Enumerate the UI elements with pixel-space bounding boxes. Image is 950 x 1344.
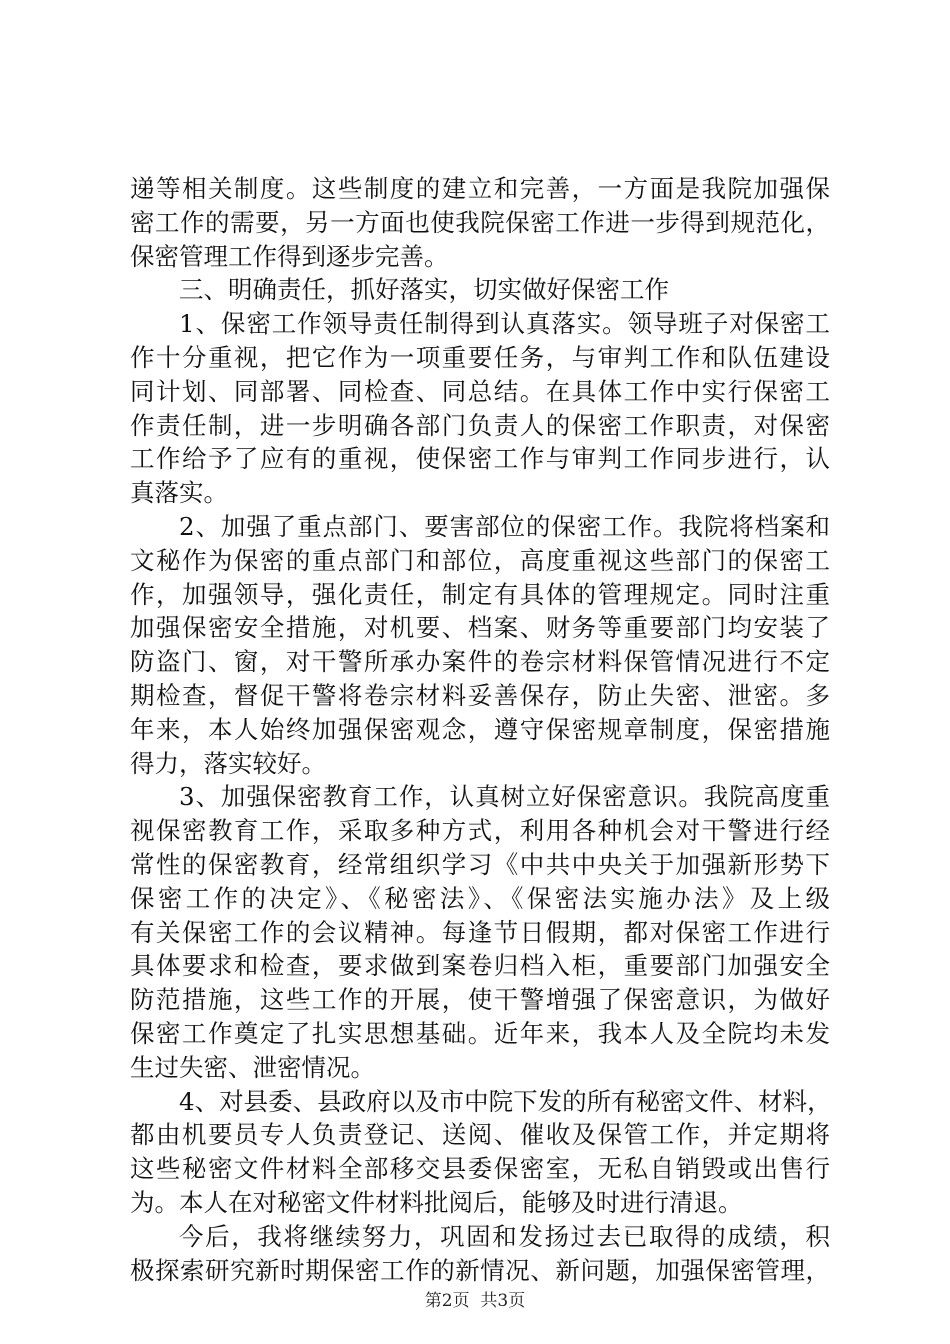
text-line: 保密工作奠定了扎实思想基础。近年来，我本人及全院均未发: [130, 1018, 830, 1048]
text-line: 期检查，督促干警将卷宗材料妥善保存，防止失密、泄密。多: [130, 680, 830, 710]
text-line: 工作给予了应有的重视，使保密工作与审判工作同步进行，认: [130, 444, 830, 474]
text-line: 得力，落实较好。: [130, 748, 326, 778]
text-line: 同计划、同部署、同检查、同总结。在具体工作中实行保密工: [130, 376, 830, 406]
page-number-label: 第2页 共3页: [424, 1291, 526, 1311]
text-line: 作责任制，进一步明确各部门负责人的保密工作职责，对保密: [130, 410, 830, 440]
text-line: 今后，我将继续努力，巩固和发扬过去已取得的成绩，积: [179, 1221, 830, 1251]
text-line: 递等相关制度。这些制度的建立和完善，一方面是我院加强保: [130, 174, 830, 203]
text-line: 具体要求和检查，要求做到案卷归档入柜，重要部门加强安全: [130, 951, 830, 981]
page-footer: [0, 1290, 950, 1312]
text-line: 文秘作为保密的重点部门和部位，高度重视这些部门的保密工: [130, 545, 830, 575]
text-line: 有关保密工作的会议精神。每逢节日假期，都对保密工作进行: [130, 917, 830, 947]
text-line: 生过失密、泄密情况。: [130, 1052, 375, 1082]
text-line: 3、加强保密教育工作，认真树立好保密意识。我院高度重: [179, 782, 830, 812]
text-line: 4、对县委、县政府以及市中院下发的所有秘密文件、材料，: [179, 1086, 832, 1116]
text-line: 防盗门、窗，对干警所承办案件的卷宗材料保管情况进行不定: [130, 647, 830, 677]
text-line: 常性的保密教育，经常组织学习《中共中央关于加强新形势下: [130, 849, 830, 879]
text-line: 保密工作的决定》、《秘密法》、《保密法实施办法》及上级: [130, 883, 830, 913]
text-line: 真落实。: [130, 478, 228, 508]
text-line: 加强保密安全措施，对机要、档案、财务等重要部门均安装了: [130, 613, 830, 643]
text-line: 保密管理工作得到逐步完善。: [130, 241, 449, 271]
text-line: 1、保密工作领导责任制得到认真落实。领导班子对保密工: [179, 309, 830, 339]
text-line: 这些秘密文件材料全部移交县委保密室，无私自销毁或出售行: [130, 1154, 830, 1184]
text-line: 视保密教育工作，采取多种方式，利用各种机会对干警进行经: [130, 816, 830, 846]
section-heading: 三、明确责任，抓好落实，切实做好保密工作: [179, 275, 669, 305]
document-body: [130, 172, 830, 1287]
text-line: 密工作的需要，另一方面也使我院保密工作进一步得到规范化，: [130, 207, 830, 237]
text-line: 为。本人在对秘密文件材料批阅后，能够及时进行清退。: [130, 1187, 743, 1217]
text-line: 极探索研究新时期保密工作的新情况、新问题，加强保密管理，: [130, 1255, 830, 1285]
text-line: 作十分重视，把它作为一项重要任务，与审判工作和队伍建设: [130, 342, 830, 372]
text-line: 作，加强领导，强化责任，制定有具体的管理规定。同时注重: [130, 579, 830, 609]
text-line: 都由机要员专人负责登记、送阅、催收及保管工作，并定期将: [130, 1120, 830, 1150]
text-line: 防范措施，这些工作的开展，使干警增强了保密意识，为做好: [130, 985, 830, 1015]
text-line: 2、加强了重点部门、要害部位的保密工作。我院将档案和: [179, 511, 830, 541]
text-line: 年来，本人始终加强保密观念，遵守保密规章制度，保密措施: [130, 714, 830, 744]
